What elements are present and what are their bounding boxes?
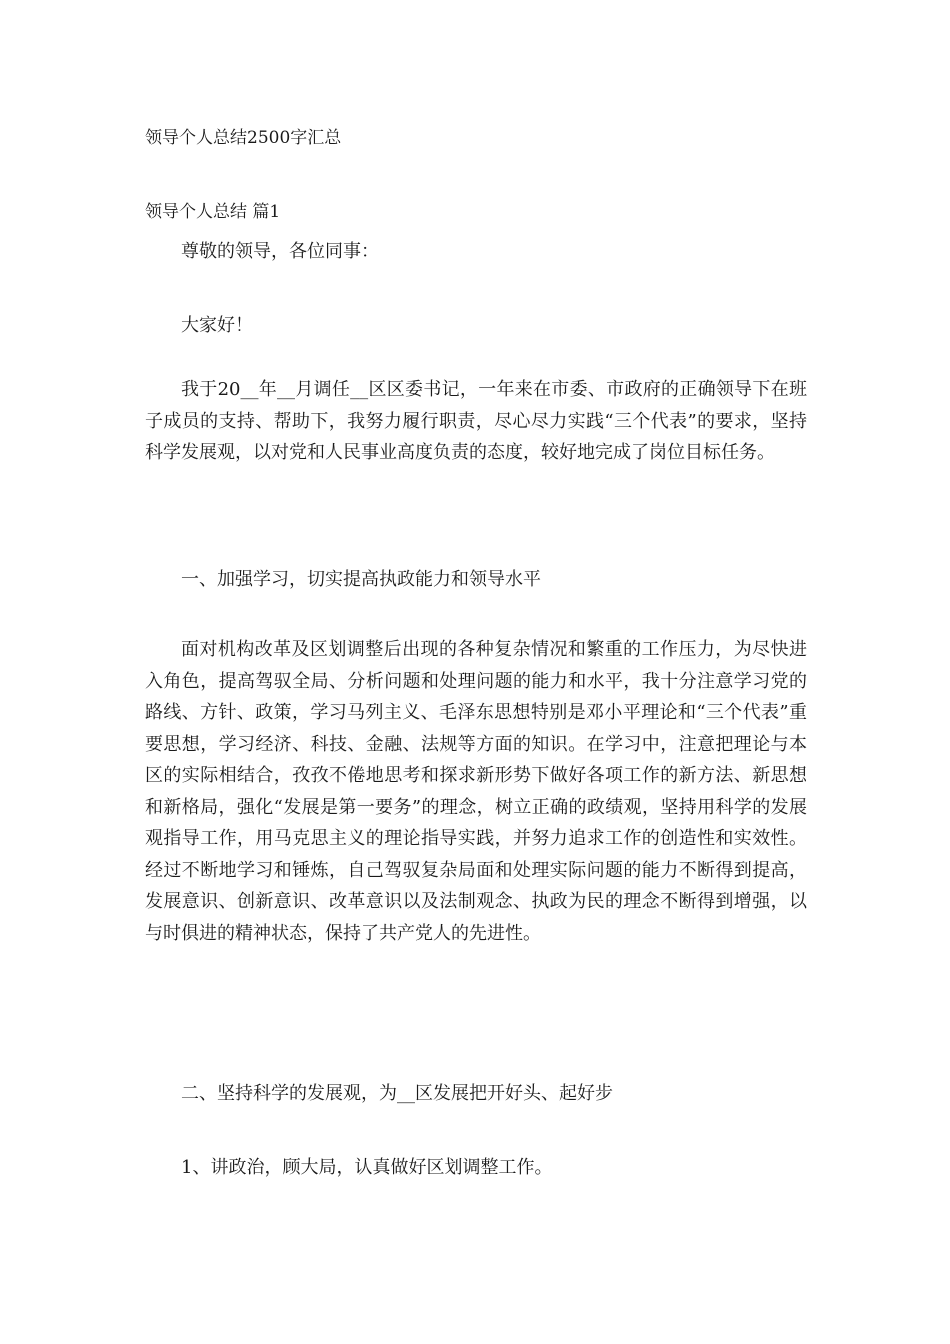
- salutation-paragraph: 尊敬的领导，各位同事：: [181, 241, 379, 262]
- document-title: 领导个人总结2500字汇总: [145, 128, 342, 148]
- section-heading-2: 二、坚持科学的发展观，为__区发展把开好头、起好步: [181, 1083, 613, 1104]
- section-heading-1: 一、加强学习，切实提高执政能力和领导水平: [181, 569, 541, 590]
- section-1-paragraph: 面对机构改革及区划调整后出现的各种复杂情况和繁重的工作压力，为尽快进入角色，提高驾驭全局、分析问题和处理问题的能力和水平，我十分注意学习党的路线、方针、政策，学习马列主义、毛泽东思想特别是邓小平理论和“三个代表”重要思想，学习经济、科技、金融、法规等方面的知识。在学习中，注意把理论与本区的实际相结合，孜孜不倦地思考和探求新形势下做好各项工作的新方法、新思想和新格局，强化“发展是第一要务”的理念，树立正确的政绩观，坚持用科学的发展观指导工作，用马克思主义的理论指导实践，并努力追求工作的创造性和实效性。经过不断地学习和锤炼，自己驾驭复杂局面和处理实际问题的能力不断得到提高，发展意识、创新意识、改革意识以及法制观念、执政为民的理念不断得到增强，以与时俱进的精神状态，保持了共产党人的先进性。: [145, 639, 807, 944]
- greeting-paragraph: 大家好！: [181, 315, 253, 336]
- article-heading: 领导个人总结 篇1: [145, 202, 281, 222]
- subsection-heading-1: 1、讲政治，顾大局，认真做好区划调整工作。: [181, 1157, 553, 1178]
- intro-paragraph: 我于20__年__月调任__区区委书记，一年来在市委、市政府的正确领导下在班子成员的支持、帮助下，我努力履行职责，尽心尽力实践“三个代表”的要求，坚持科学发展观，以对党和人民事业高度负责的态度，较好地完成了岗位目标任务。: [145, 379, 807, 463]
